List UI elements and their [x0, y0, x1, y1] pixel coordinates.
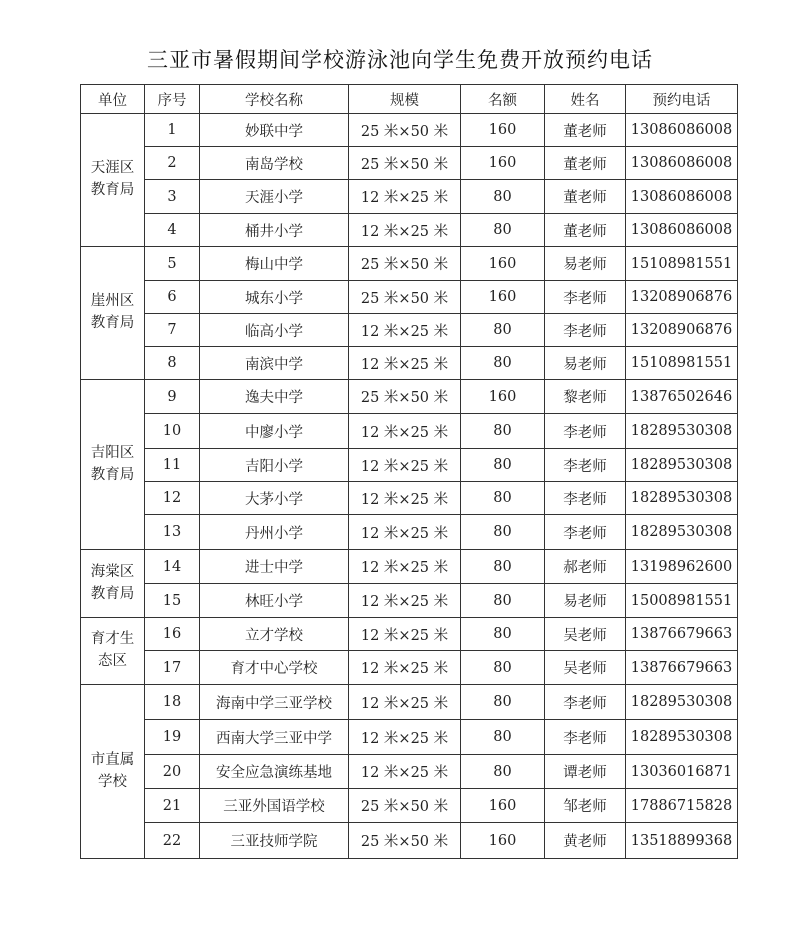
phone-cell: 18289530308 [626, 449, 738, 482]
school-cell: 林旺小学 [200, 584, 349, 618]
school-cell: 吉阳小学 [200, 449, 349, 482]
phone-cell: 18289530308 [626, 414, 738, 449]
school-cell: 妙联中学 [200, 114, 349, 147]
table-row [81, 314, 738, 347]
table-row [81, 550, 738, 584]
quota-cell: 80 [461, 755, 545, 789]
phone-cell: 13086086008 [626, 114, 738, 147]
phone-cell: 13876679663 [626, 651, 738, 685]
unit-cell: 吉阳区 教育局 [81, 380, 145, 550]
header-index: 序号 [145, 85, 200, 114]
index-cell: 19 [145, 720, 200, 755]
school-cell: 中廖小学 [200, 414, 349, 449]
unit-cell: 海棠区 教育局 [81, 550, 145, 618]
school-cell: 海南中学三亚学校 [200, 685, 349, 720]
contact-name-cell: 李老师 [545, 482, 626, 515]
contact-name-cell: 李老师 [545, 314, 626, 347]
quota-cell: 80 [461, 584, 545, 618]
size-cell: 25 米×50 米 [349, 380, 461, 414]
table-row [81, 789, 738, 823]
table-row [81, 180, 738, 214]
table-row [81, 618, 738, 651]
size-cell: 12 米×25 米 [349, 314, 461, 347]
contact-name-cell: 谭老师 [545, 755, 626, 789]
phone-cell: 13086086008 [626, 214, 738, 247]
school-cell: 南滨中学 [200, 347, 349, 380]
table-row [81, 147, 738, 180]
contact-name-cell: 李老师 [545, 414, 626, 449]
index-cell: 11 [145, 449, 200, 482]
school-cell: 城东小学 [200, 281, 349, 314]
phone-cell: 18289530308 [626, 720, 738, 755]
contact-name-cell: 邹老师 [545, 789, 626, 823]
quota-cell: 160 [461, 789, 545, 823]
school-cell: 安全应急演练基地 [200, 755, 349, 789]
index-cell: 16 [145, 618, 200, 651]
size-cell: 12 米×25 米 [349, 755, 461, 789]
quota-cell: 80 [461, 449, 545, 482]
school-cell: 立才学校 [200, 618, 349, 651]
school-cell: 育才中心学校 [200, 651, 349, 685]
size-cell: 25 米×50 米 [349, 247, 461, 281]
unit-cell: 育才生 态区 [81, 618, 145, 685]
table-row [81, 515, 738, 550]
table-row [81, 720, 738, 755]
size-cell: 25 米×50 米 [349, 147, 461, 180]
school-cell: 三亚技师学院 [200, 823, 349, 859]
header-size: 规模 [349, 85, 461, 114]
index-cell: 13 [145, 515, 200, 550]
index-cell: 6 [145, 281, 200, 314]
header-phone: 预约电话 [626, 85, 738, 114]
table-row [81, 114, 738, 147]
contact-name-cell: 李老师 [545, 685, 626, 720]
school-cell: 临高小学 [200, 314, 349, 347]
school-cell: 大茅小学 [200, 482, 349, 515]
quota-cell: 160 [461, 247, 545, 281]
phone-cell: 13876679663 [626, 618, 738, 651]
phone-cell: 15108981551 [626, 347, 738, 380]
phone-cell: 13876502646 [626, 380, 738, 414]
index-cell: 4 [145, 214, 200, 247]
header-row [81, 85, 738, 114]
size-cell: 12 米×25 米 [349, 515, 461, 550]
contact-name-cell: 董老师 [545, 214, 626, 247]
header-quota: 名额 [461, 85, 545, 114]
contact-name-cell: 李老师 [545, 515, 626, 550]
index-cell: 20 [145, 755, 200, 789]
school-cell: 进士中学 [200, 550, 349, 584]
index-cell: 18 [145, 685, 200, 720]
size-cell: 25 米×50 米 [349, 789, 461, 823]
unit-cell: 市直属 学校 [81, 685, 145, 859]
size-cell: 12 米×25 米 [349, 347, 461, 380]
contact-name-cell: 董老师 [545, 114, 626, 147]
contact-name-cell: 李老师 [545, 449, 626, 482]
phone-cell: 15108981551 [626, 247, 738, 281]
page-title: 三亚市暑假期间学校游泳池向学生免费开放预约电话 [147, 48, 653, 72]
index-cell: 5 [145, 247, 200, 281]
contact-name-cell: 李老师 [545, 720, 626, 755]
school-cell: 桶井小学 [200, 214, 349, 247]
phone-cell: 13198962600 [626, 550, 738, 584]
phone-cell: 18289530308 [626, 515, 738, 550]
phone-cell: 13036016871 [626, 755, 738, 789]
size-cell: 25 米×50 米 [349, 823, 461, 859]
contact-name-cell: 吴老师 [545, 618, 626, 651]
size-cell: 12 米×25 米 [349, 584, 461, 618]
quota-cell: 80 [461, 720, 545, 755]
phone-cell: 17886715828 [626, 789, 738, 823]
quota-cell: 80 [461, 685, 545, 720]
phone-cell: 13086086008 [626, 180, 738, 214]
table-row [81, 214, 738, 247]
index-cell: 10 [145, 414, 200, 449]
table-row [81, 482, 738, 515]
index-cell: 1 [145, 114, 200, 147]
table-row [81, 414, 738, 449]
quota-cell: 80 [461, 482, 545, 515]
size-cell: 12 米×25 米 [349, 414, 461, 449]
phone-cell: 18289530308 [626, 685, 738, 720]
table-row [81, 380, 738, 414]
index-cell: 2 [145, 147, 200, 180]
index-cell: 17 [145, 651, 200, 685]
phone-cell: 13208906876 [626, 281, 738, 314]
quota-cell: 80 [461, 347, 545, 380]
school-cell: 丹州小学 [200, 515, 349, 550]
index-cell: 22 [145, 823, 200, 859]
unit-cell: 崖州区 教育局 [81, 247, 145, 380]
phone-cell: 18289530308 [626, 482, 738, 515]
quota-cell: 160 [461, 147, 545, 180]
phone-cell: 15008981551 [626, 584, 738, 618]
index-cell: 15 [145, 584, 200, 618]
contact-name-cell: 郝老师 [545, 550, 626, 584]
header-name: 姓名 [545, 85, 626, 114]
table-row [81, 281, 738, 314]
quota-cell: 160 [461, 380, 545, 414]
contact-name-cell: 易老师 [545, 347, 626, 380]
contact-name-cell: 易老师 [545, 584, 626, 618]
index-cell: 8 [145, 347, 200, 380]
size-cell: 25 米×50 米 [349, 281, 461, 314]
table-body [81, 114, 738, 859]
size-cell: 12 米×25 米 [349, 214, 461, 247]
quota-cell: 80 [461, 550, 545, 584]
index-cell: 7 [145, 314, 200, 347]
school-cell: 天涯小学 [200, 180, 349, 214]
school-cell: 西南大学三亚中学 [200, 720, 349, 755]
index-cell: 14 [145, 550, 200, 584]
index-cell: 3 [145, 180, 200, 214]
quota-cell: 80 [461, 651, 545, 685]
contact-name-cell: 李老师 [545, 281, 626, 314]
school-cell: 逸夫中学 [200, 380, 349, 414]
size-cell: 12 米×25 米 [349, 685, 461, 720]
header-unit: 单位 [81, 85, 145, 114]
quota-cell: 80 [461, 314, 545, 347]
size-cell: 12 米×25 米 [349, 618, 461, 651]
quota-cell: 80 [461, 414, 545, 449]
size-cell: 12 米×25 米 [349, 180, 461, 214]
table-row [81, 347, 738, 380]
quota-cell: 80 [461, 618, 545, 651]
appointment-table [80, 84, 738, 859]
quota-cell: 160 [461, 281, 545, 314]
index-cell: 12 [145, 482, 200, 515]
quota-cell: 80 [461, 180, 545, 214]
quota-cell: 80 [461, 214, 545, 247]
unit-cell: 天涯区 教育局 [81, 114, 145, 247]
contact-name-cell: 董老师 [545, 147, 626, 180]
contact-name-cell: 吴老师 [545, 651, 626, 685]
quota-cell: 160 [461, 114, 545, 147]
contact-name-cell: 易老师 [545, 247, 626, 281]
phone-cell: 13518899368 [626, 823, 738, 859]
table-row [81, 651, 738, 685]
size-cell: 12 米×25 米 [349, 482, 461, 515]
school-cell: 三亚外国语学校 [200, 789, 349, 823]
index-cell: 21 [145, 789, 200, 823]
table-row [81, 584, 738, 618]
contact-name-cell: 黎老师 [545, 380, 626, 414]
quota-cell: 80 [461, 515, 545, 550]
size-cell: 12 米×25 米 [349, 651, 461, 685]
table-row [81, 685, 738, 720]
index-cell: 9 [145, 380, 200, 414]
header-school: 学校名称 [200, 85, 349, 114]
size-cell: 12 米×25 米 [349, 720, 461, 755]
contact-name-cell: 董老师 [545, 180, 626, 214]
table-row [81, 823, 738, 859]
table-row [81, 755, 738, 789]
school-cell: 梅山中学 [200, 247, 349, 281]
table-row [81, 449, 738, 482]
phone-cell: 13086086008 [626, 147, 738, 180]
contact-name-cell: 黄老师 [545, 823, 626, 859]
phone-cell: 13208906876 [626, 314, 738, 347]
quota-cell: 160 [461, 823, 545, 859]
size-cell: 12 米×25 米 [349, 550, 461, 584]
size-cell: 25 米×50 米 [349, 114, 461, 147]
table-row [81, 247, 738, 281]
school-cell: 南岛学校 [200, 147, 349, 180]
size-cell: 12 米×25 米 [349, 449, 461, 482]
